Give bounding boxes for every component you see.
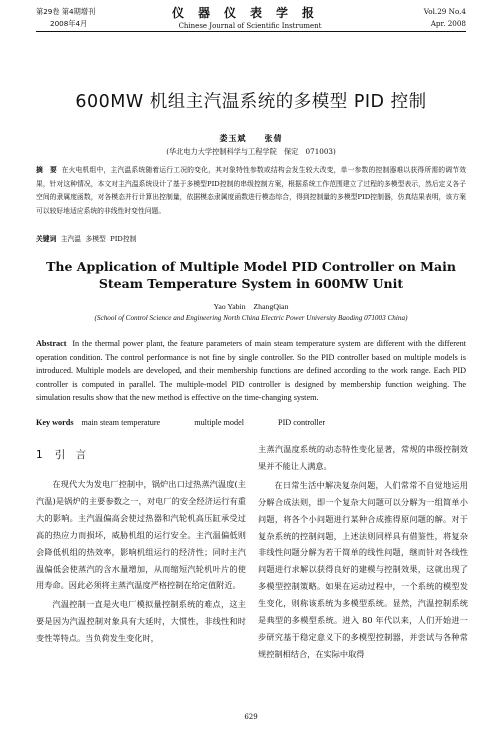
keyword-en: main steam temperature [81, 418, 161, 427]
journal-volume-info-en [424, 6, 466, 30]
journal-masthead [150, 4, 350, 30]
affiliation-cn: (华北电力大学控制科学与工程学院 保定 071003) [166, 147, 336, 156]
section-number: 1 [36, 449, 43, 461]
abstract-cn-label: 摘 要 [36, 166, 57, 174]
paper-title-en: The Application of Multiple Model PID Controller on Main Steam Temperature System in 600MW Unit [46, 259, 456, 291]
keyword-en: PID controller [278, 418, 326, 427]
body-paragraph: 汽温控制一直是火电厂模拟量控制系统的难点，这主要是因为汽温控制对象具有大延时，大惯性，非线性和时变性等特点。当负荷发生变化时， [36, 599, 246, 644]
journal-title-cn: 仪器仪表学报 [171, 6, 328, 20]
affiliation-en: (School of Control Science and Engineering North China Electric Power University Baoding 071003 China) [94, 314, 408, 322]
journal-title-en: Chinese Journal of Scientific Instrument [178, 22, 322, 30]
keyword-en: multiple model [194, 418, 245, 427]
body-column-right [258, 444, 468, 663]
section-heading [36, 447, 246, 462]
abstract-en [36, 337, 466, 405]
body-paragraph: 在现代大为发电厂控制中，锅炉出口过热蒸汽温度(主汽温)是锅炉的主要参数之一，对电厂的安全经济运行有重大的影响。主汽温偏高会使过热器和汽轮机高压缸承受过高的热应力而损坏，威胁机组的运行安全。主汽温偏低则会降低机组的热效率，影响机组运行的经济性；同时主汽温偏低会使蒸汽的含水量增加，从而缩短汽轮机叶片的使用寿命。因此必须将主蒸汽温度严格控制在给定值附近。 [36, 479, 246, 591]
abstract-cn [36, 164, 466, 219]
keywords-cn-label: 关键词 [36, 235, 57, 243]
month-en: Apr. 2008 [430, 19, 466, 28]
header-rule [36, 31, 466, 32]
keyword-cn: 多模型 [85, 235, 106, 243]
page-number: 629 [244, 713, 258, 721]
keywords-en [36, 418, 466, 427]
keywords-cn [36, 233, 466, 243]
keyword-cn: 主汽温 [60, 235, 82, 243]
authors-cn: 娄玉斌 张倩 [219, 133, 283, 143]
journal-issue-info [36, 6, 95, 30]
keyword-cn: PID控制 [110, 235, 137, 243]
abstract-en-label: Abstract [36, 339, 67, 348]
paper-title-cn: 600MW 机组主汽温系统的多模型 PID 控制 [75, 92, 427, 112]
keywords-en-label: Key words [36, 418, 74, 427]
body-paragraph: 在日常生活中解决复杂问题，人们常常不自觉地运用分解合成法则，即一个复杂大问题可以分解为一组简单小问题，将各个小问题进行某种合成推得原问题的解。对于复杂系统的控制问题，上述法则同样具有借鉴性，将复杂非线性问题分解为若干简单的线性问题，继而针对各线性问题进行求解以获得良好的建模与控制效果，这就出现了多模型控制策略。如果在运动过程中，一个系统的模型发生变化，则称该系统为多模型系统。显然，汽温控制系统是典型的多模型系统。进入 80 年代以来，人们开始进一步研究基于稳定意义下的多模型控制器，并尝试与各种常规控制相结合，在实际中取得 [258, 479, 468, 659]
body-paragraph: 主蒸汽温度系统的动态特性变化显著，常规的串级控制效果并不能让人满意。 [258, 444, 468, 471]
authors-en: Yao Yabin ZhangQian [213, 302, 289, 311]
abstract-en-text: In the thermal power plant, the feature parameters of main steam temperature system are different with the different operation condition. The control performance is not fine by single controller. So the PID controller based on multiple models is introduced. Multiple models are developed, and their membership functions are defined according to the work range. Each PID controller is computed in parallel. The multiple-model PID controller is designed by membership function weighing. The simulation results show that the new method is effective on the time-changing system. [36, 339, 466, 403]
volume-issue: 第29卷 第4期增刊 [36, 7, 96, 16]
vol-no-en: Vol.29 No.4 [423, 7, 466, 16]
issue-date: 2008年4月 [50, 19, 88, 28]
section-title: 引 言 [54, 449, 87, 461]
abstract-cn-text: 在火电机组中，主汽温系统随着运行工况的变化，其对象特性参数或结构会发生较大改变，单一参数的控制器难以获得所需的调节效果，针对这种情况，本文对主汽温系统设计了基于多模型PID控制的串级控制方案，根据系统工作范围建立了过程的多模型表示，然后定义各子空间的隶属度函数，对各模态并行计算出控制量，依据模态隶属度函数进行模态综合，得到控制量的多模型PID控制器，仿真结果表明，该方案可以较好地适应系统的非线性时变性问题。 [36, 166, 467, 216]
body-column-left [36, 447, 246, 647]
